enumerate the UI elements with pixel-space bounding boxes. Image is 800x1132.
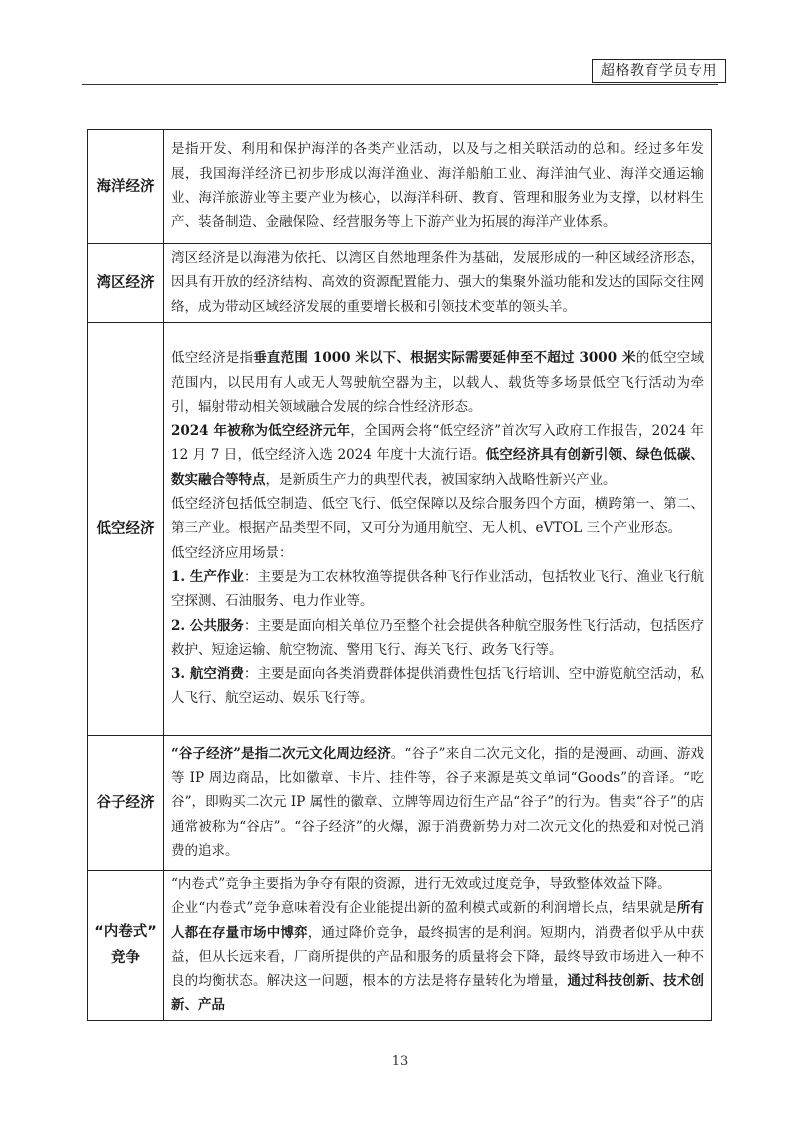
term-row-ocean — [88, 130, 712, 244]
term-row-involution — [88, 871, 712, 1021]
term-definition — [164, 736, 712, 871]
definition-paragraph: 低空经济包括低空制造、低空飞行、低空保障以及综合服务四个方面，横跨第一、第二、第三产业。根据产品类型不同，又可分为通用航空、无人机、eVTOL 三个产业形态。 — [171, 496, 704, 537]
scenario-title: 2. 公共服务 — [171, 617, 244, 634]
bold-phrase: 所有人都在存量市场中博弈 — [171, 900, 705, 941]
term-label: 湾区经济 — [88, 244, 164, 323]
term-row-guzi — [88, 736, 712, 871]
definition-paragraph: 2024 年被称为低空经济元年，全国两会将“低空经济”首次写入政府工作报告，2024 年 12 月 7 日，低空经济入选 2024 年度十大流行语。低空经济具有创新引领、绿色低碳、数实融合等特点，是新质生产力的典型代表，被国家纳入战略性新兴产业。 — [171, 423, 704, 488]
header-rule — [82, 84, 718, 85]
bold-phrase: 低空经济具有创新引领、绿色低碳、数实融合等特点 — [171, 447, 704, 488]
definition-paragraph: 低空经济是指垂直范围 1000 米以下、根据实际需要延伸至不超过 3000 米的低空空域范围内，以民用有人或无人驾驶航空器为主，以载人、载货等多场景低空飞行活动为牵引，辐射带动相关领域融合发展的综合性经济形态。 — [171, 350, 705, 415]
definition-paragraph: “内卷式”竞争主要指为争夺有限的资源，进行无效或过度竞争，导致整体效益下降。 — [171, 876, 671, 892]
header-tag: 超格教育学员专用 — [592, 59, 726, 83]
term-label: 低空经济 — [88, 323, 164, 736]
scenario-title: 3. 航空消费 — [171, 666, 244, 683]
term-label: 谷子经济 — [88, 736, 164, 871]
term-definition — [164, 323, 712, 736]
definition-paragraph: 是指开发、利用和保护海洋的各类产业活动，以及与之相关联活动的总和。经过多年发展，我国海洋经济已初步形成以海洋渔业、海洋船舶工业、海洋油气业、海洋交通运输业、海洋旅游业等主要产业为核心，以海洋科研、教育、管理和服务业为支撑，以材料生产、装备制造、金融保险、经营服务等上下游产业为拓展的海洋产业体系。 — [171, 141, 704, 231]
bold-phrase: “谷子经济”是指二次元文化周边经济 — [171, 745, 391, 762]
bold-phrase: 通过科技创新、技术创新、产品 — [171, 973, 705, 1014]
term-definition — [164, 871, 712, 1021]
scenario-item: 2. 公共服务：主要是面向相关单位乃至整个社会提供各种航空服务性飞行活动，包括医疗救护、短途运输、航空物流、警用飞行、海关飞行、政务飞行等。 — [171, 617, 704, 658]
scenario-title: 1. 生产作业 — [171, 568, 244, 585]
definition-paragraph: 低空经济应用场景： — [171, 544, 293, 561]
term-label: “内卷式” 竞争 — [88, 871, 164, 1021]
bold-phrase: 垂直范围 1000 米以下、根据实际需要延伸至不超过 3000 米 — [253, 350, 636, 367]
definition-paragraph: 企业“内卷式”竞争意味着没有企业能提出新的盈利模式或新的利润增长点，结果就是所有人都在存量市场中博弈，通过降价竞争，最终损害的是利润。短期内，消费者似乎从中获益，但从长远来看，厂商所提供的产品和服务的质量将会下降，最终导致市场进入一种不良的均衡状态。解决这一问题，根本的方法是将存量转化为增量，通过科技创新、技术创新、产品 — [171, 900, 705, 1014]
term-definition — [164, 244, 712, 323]
term-row-low-altitude — [88, 323, 712, 736]
definition-paragraph: “谷子经济”是指二次元文化周边经济。“谷子”来自二次元文化，指的是漫画、动画、游戏等 IP 周边商品，比如徽章、卡片、挂件等，谷子来源是英文单词“Goods”的音译。“吃谷”，即购买二次元 IP 属性的徽章、立牌等周边衍生产品“谷子”的行为。售卖“谷子”的店通常被称为“谷店”。“谷子经济”的火爆，源于消费新势力对二次元文化的热爱和对悦己消费的追求。 — [171, 745, 704, 859]
term-row-bay — [88, 244, 712, 323]
term-label: 海洋经济 — [88, 130, 164, 244]
bold-phrase: 2024 年被称为低空经济元年 — [171, 423, 351, 440]
definition-paragraph: 湾区经济是以海港为依托、以湾区自然地理条件为基础，发展形成的一种区域经济形态，因具有开放的经济结构、高效的资源配置能力、强大的集聚外溢功能和发达的国际交往网络，成为带动区域经济发展的重要增长极和引领技术变革的领头羊。 — [171, 250, 704, 315]
page-number: 13 — [391, 1054, 409, 1069]
scenario-item: 1. 生产作业：主要是为工农林牧渔等提供各种飞行作业活动，包括牧业飞行、渔业飞行航空探测、石油服务、电力作业等。 — [171, 568, 704, 610]
scenario-item: 3. 航空消费：主要是面向各类消费群体提供消费性包括飞行培训、空中游览航空活动，私人飞行、航空运动、娱乐飞行等。 — [171, 666, 704, 707]
terms-table — [87, 129, 712, 1021]
term-definition — [164, 130, 712, 244]
